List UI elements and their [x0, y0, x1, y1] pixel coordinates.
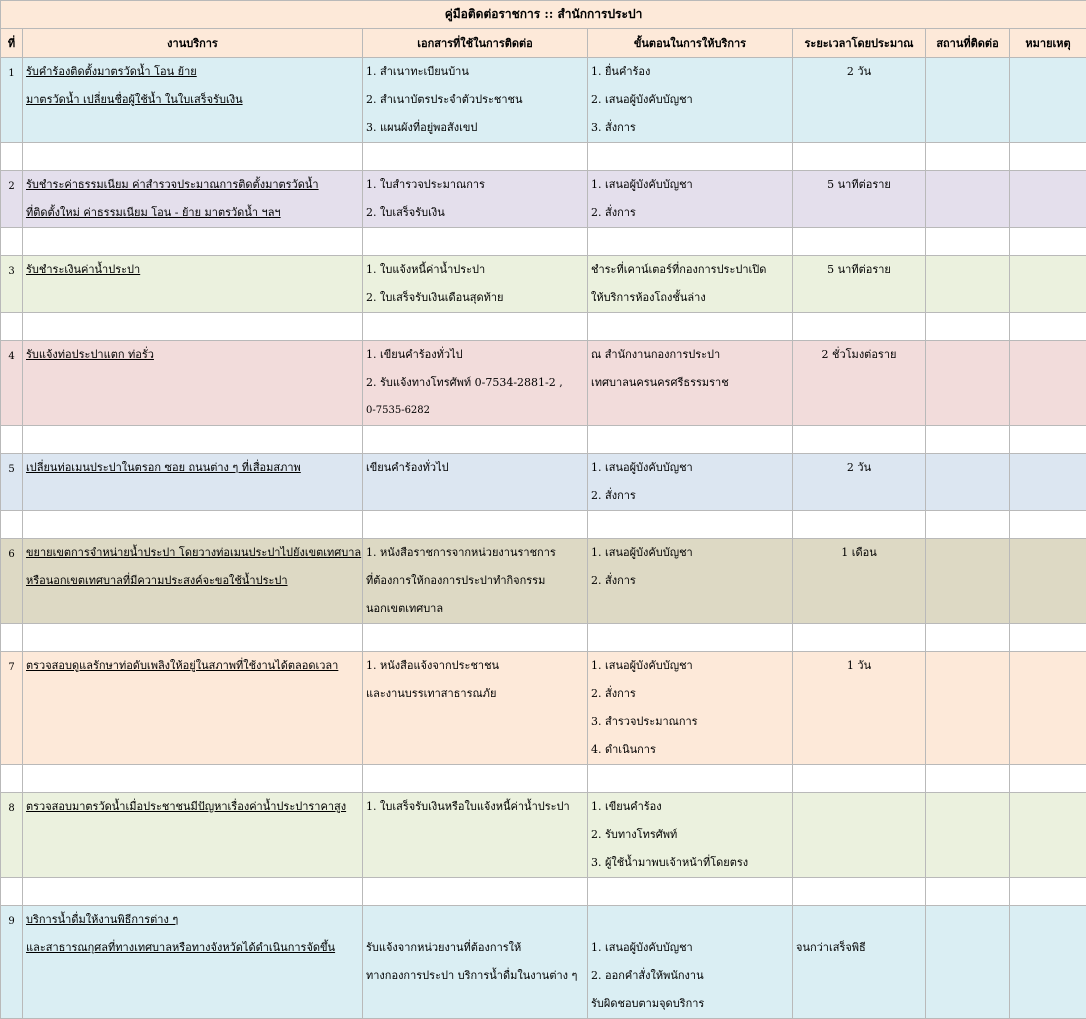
remark-cell	[1010, 171, 1086, 228]
service-link[interactable]	[23, 58, 363, 143]
steps-cell-line: 2. ออกคำสั่งให้พนักงาน	[588, 962, 792, 990]
service-link-line[interactable]: เปลี่ยนท่อเมนประปาในตรอก ซอย ถนนต่าง ๆ ที่เสื่อมสภาพ	[23, 454, 362, 482]
spacer-cell	[363, 143, 588, 171]
steps-cell-line: 1. ยื่นคำร้อง	[588, 58, 792, 86]
documents-cell	[363, 793, 588, 878]
steps-cell-line: 1. เสนอผู้บังคับบัญชา	[588, 652, 792, 680]
spacer-cell	[926, 228, 1010, 256]
duration-line: 2 วัน	[793, 454, 925, 482]
spacer-cell	[1010, 143, 1086, 171]
header-documents: เอกสารที่ใช้ในการติดต่อ	[363, 29, 588, 58]
spacer-cell	[588, 426, 793, 454]
documents-cell-line: ทางกองการประปา บริการน้ำดื่มในงานต่าง ๆ	[363, 962, 587, 990]
spacer-cell	[1010, 313, 1086, 341]
spacer-cell	[363, 624, 588, 652]
contact-cell	[926, 171, 1010, 228]
spacer-cell	[23, 878, 363, 906]
spacer-cell	[1010, 624, 1086, 652]
service-link-line[interactable]: ขยายเขตการจำหน่ายน้ำประปา โดยวางท่อเมนประปาไปยังเขตเทศบาล	[23, 539, 362, 567]
spacer-cell	[926, 511, 1010, 539]
spacer-row	[1, 426, 1086, 454]
contact-cell	[926, 539, 1010, 624]
steps-cell-line: 1. เสนอผู้บังคับบัญชา	[588, 934, 792, 962]
duration-line: 5 นาทีต่อราย	[793, 171, 925, 199]
spacer-cell	[1010, 228, 1086, 256]
service-link-line[interactable]: ที่ติดตั้งใหม่ ค่าธรรมเนียม โอน - ย้าย มาตรวัดน้ำ ฯลฯ	[23, 199, 362, 227]
duration-line	[793, 793, 925, 821]
table-row	[1, 793, 1086, 878]
duration-cell	[793, 539, 926, 624]
spacer-cell	[1, 511, 23, 539]
contact-cell	[926, 454, 1010, 511]
steps-cell-line: 1. เสนอผู้บังคับบัญชา	[588, 171, 792, 199]
steps-cell-line: เทศบาลนครนครศรีธรรมราช	[588, 369, 792, 397]
duration-line: 1 วัน	[793, 652, 925, 680]
remark-cell	[1010, 906, 1086, 1019]
duration-line	[793, 906, 925, 934]
contact-cell	[926, 793, 1010, 878]
spacer-cell	[793, 624, 926, 652]
header-service: งานบริการ	[23, 29, 363, 58]
header-steps: ขั้นตอนในการให้บริการ	[588, 29, 793, 58]
row-number: 9	[1, 906, 23, 1019]
service-link-line[interactable]: และสาธารณกุศลที่ทางเทศบาลหรือทางจังหวัดได้ดำเนินการจัดขึ้น	[23, 934, 362, 962]
row-number: 5	[1, 454, 23, 511]
documents-cell-line: เขียนคำร้องทั่วไป	[363, 454, 587, 482]
steps-cell	[588, 906, 793, 1019]
table-row	[1, 171, 1086, 228]
spacer-cell	[793, 878, 926, 906]
documents-cell	[363, 256, 588, 313]
documents-cell-line: 1. ใบแจ้งหนี้ค่าน้ำประปา	[363, 256, 587, 284]
spacer-cell	[926, 426, 1010, 454]
spacer-cell	[363, 426, 588, 454]
duration-line: จนกว่าเสร็จพิธี	[793, 934, 925, 962]
service-link[interactable]	[23, 906, 363, 1019]
row-number: 7	[1, 652, 23, 765]
spacer-cell	[363, 228, 588, 256]
spacer-cell	[363, 765, 588, 793]
service-link-line[interactable]: รับชำระค่าธรรมเนียม ค่าสำรวจประมาณการติดตั้งมาตรวัดน้ำ	[23, 171, 362, 199]
spacer-cell	[363, 313, 588, 341]
spacer-cell	[588, 765, 793, 793]
service-link-line[interactable]: รับชำระเงินค่าน้ำประปา	[23, 256, 362, 284]
spacer-cell	[588, 511, 793, 539]
spacer-cell	[1, 624, 23, 652]
steps-cell-line: ณ สำนักงานกองการประปา	[588, 341, 792, 369]
steps-cell-line: 1. เสนอผู้บังคับบัญชา	[588, 539, 792, 567]
documents-cell-line: 2. สำเนาบัตรประจำตัวประชาชน	[363, 86, 587, 114]
spacer-row	[1, 624, 1086, 652]
remark-cell	[1010, 652, 1086, 765]
remark-cell	[1010, 793, 1086, 878]
service-link[interactable]	[23, 171, 363, 228]
spacer-cell	[1010, 511, 1086, 539]
steps-cell-line: 3. ผู้ใช้น้ำมาพบเจ้าหน้าที่โดยตรง	[588, 849, 792, 877]
contact-cell	[926, 652, 1010, 765]
documents-cell-line: 2. ใบเสร็จรับเงินเดือนสุดท้าย	[363, 284, 587, 312]
steps-cell-line: 2. สั่งการ	[588, 482, 792, 510]
duration-line: 2 วัน	[793, 58, 925, 86]
service-link-line[interactable]: ตรวจสอบมาตรวัดน้ำเมื่อประชาชนมีปัญหาเรื่องค่าน้ำประปาราคาสูง	[23, 793, 362, 821]
spacer-cell	[793, 511, 926, 539]
duration-cell	[793, 906, 926, 1019]
steps-cell-line: 2. เสนอผู้บังคับบัญชา	[588, 86, 792, 114]
service-link[interactable]	[23, 652, 363, 765]
documents-cell-line: 1. ใบเสร็จรับเงินหรือใบแจ้งหนี้ค่าน้ำประปา	[363, 793, 587, 821]
spacer-cell	[23, 426, 363, 454]
page-title: คู่มือติดต่อราชการ :: สำนักการประปา	[1, 1, 1086, 29]
header-duration: ระยะเวลาโดยประมาณ	[793, 29, 926, 58]
steps-cell-line: ชำระที่เคาน์เตอร์ที่กองการประปาเปิด	[588, 256, 792, 284]
service-link-line[interactable]: รับแจ้งท่อประปาแตก ท่อรั่ว	[23, 341, 362, 369]
spacer-cell	[793, 313, 926, 341]
remark-cell	[1010, 341, 1086, 426]
documents-cell-line: 1. หนังสือราชการจากหน่วยงานราชการ	[363, 539, 587, 567]
remark-cell	[1010, 256, 1086, 313]
duration-cell	[793, 171, 926, 228]
service-link-line[interactable]: ตรวจสอบดูแลรักษาท่อดับเพลิงให้อยู่ในสภาพที่ใช้งานได้ตลอดเวลา	[23, 652, 362, 680]
steps-cell-line: 1. เขียนคำร้อง	[588, 793, 792, 821]
spacer-row	[1, 313, 1086, 341]
spacer-row	[1, 143, 1086, 171]
row-number: 8	[1, 793, 23, 878]
row-number: 2	[1, 171, 23, 228]
table-row	[1, 539, 1086, 624]
steps-cell	[588, 652, 793, 765]
spacer-cell	[1010, 765, 1086, 793]
service-link[interactable]	[23, 539, 363, 624]
service-link-line[interactable]: มาตรวัดน้ำ เปลี่ยนชื่อผู้ใช้น้ำ ในใบเสร็จรับเงิน	[23, 86, 362, 114]
remark-cell	[1010, 58, 1086, 143]
service-link[interactable]	[23, 454, 363, 511]
steps-cell-line: 2. สั่งการ	[588, 567, 792, 595]
documents-cell-line: รับแจ้งจากหน่วยงานที่ต้องการให้	[363, 934, 587, 962]
documents-cell	[363, 652, 588, 765]
duration-line: 5 นาทีต่อราย	[793, 256, 925, 284]
row-number: 1	[1, 58, 23, 143]
spacer-cell	[793, 765, 926, 793]
spacer-cell	[793, 228, 926, 256]
documents-cell	[363, 171, 588, 228]
spacer-cell	[363, 511, 588, 539]
documents-cell-line: 2. ใบเสร็จรับเงิน	[363, 199, 587, 227]
documents-cell-line: 1. หนังสือแจ้งจากประชาชน	[363, 652, 587, 680]
documents-cell-line: 3. แผนผังที่อยู่พอสังเขป	[363, 114, 587, 142]
contact-cell	[926, 58, 1010, 143]
row-number: 6	[1, 539, 23, 624]
duration-cell	[793, 793, 926, 878]
spacer-row	[1, 228, 1086, 256]
service-link-line[interactable]: หรือนอกเขตเทศบาลที่มีความประสงค์จะขอใช้น้ำประปา	[23, 567, 362, 595]
spacer-row	[1, 511, 1086, 539]
spacer-cell	[926, 624, 1010, 652]
spacer-cell	[23, 228, 363, 256]
spacer-cell	[588, 624, 793, 652]
spacer-cell	[23, 624, 363, 652]
spacer-cell	[793, 426, 926, 454]
spacer-cell	[588, 228, 793, 256]
contact-cell	[926, 906, 1010, 1019]
duration-line: 1 เดือน	[793, 539, 925, 567]
documents-cell	[363, 454, 588, 511]
duration-cell	[793, 341, 926, 426]
service-link[interactable]	[23, 341, 363, 426]
table-row	[1, 652, 1086, 765]
table-row	[1, 256, 1086, 313]
steps-cell-line: 3. สำรวจประมาณการ	[588, 708, 792, 736]
duration-cell	[793, 652, 926, 765]
documents-cell-line: และงานบรรเทาสาธารณภัย	[363, 680, 587, 708]
spacer-cell	[1, 143, 23, 171]
contact-cell	[926, 256, 1010, 313]
steps-cell-line: 4. ดำเนินการ	[588, 736, 792, 764]
duration-cell	[793, 58, 926, 143]
duration-line: 2 ชั่วโมงต่อราย	[793, 341, 925, 369]
documents-cell-line	[363, 906, 587, 934]
spacer-cell	[793, 143, 926, 171]
documents-cell	[363, 539, 588, 624]
service-link-line[interactable]: บริการน้ำดื่มให้งานพิธีการต่าง ๆ	[23, 906, 362, 934]
documents-cell-line: ที่ต้องการให้กองการประปาทำกิจกรรม	[363, 567, 587, 595]
spacer-cell	[1, 228, 23, 256]
steps-cell	[588, 171, 793, 228]
duration-cell	[793, 454, 926, 511]
steps-cell	[588, 793, 793, 878]
row-number: 3	[1, 256, 23, 313]
spacer-cell	[926, 143, 1010, 171]
spacer-cell	[1, 313, 23, 341]
spacer-cell	[588, 143, 793, 171]
documents-cell-line: 0-7535-6282	[363, 397, 587, 425]
table-row	[1, 906, 1086, 1019]
steps-cell	[588, 58, 793, 143]
steps-cell-line: 2. รับทางโทรศัพท์	[588, 821, 792, 849]
spacer-row	[1, 878, 1086, 906]
spacer-cell	[23, 313, 363, 341]
spacer-cell	[926, 765, 1010, 793]
steps-cell-line: 2. สั่งการ	[588, 199, 792, 227]
spacer-cell	[588, 313, 793, 341]
spacer-row	[1, 765, 1086, 793]
steps-cell-line: 2. สั่งการ	[588, 680, 792, 708]
documents-cell-line: 1. เขียนคำร้องทั่วไป	[363, 341, 587, 369]
table-row	[1, 454, 1086, 511]
spacer-cell	[23, 511, 363, 539]
spacer-cell	[588, 878, 793, 906]
steps-cell	[588, 539, 793, 624]
documents-cell	[363, 341, 588, 426]
service-link[interactable]	[23, 793, 363, 878]
duration-cell	[793, 256, 926, 313]
spacer-cell	[1010, 426, 1086, 454]
remark-cell	[1010, 454, 1086, 511]
spacer-cell	[926, 313, 1010, 341]
row-number: 4	[1, 341, 23, 426]
steps-cell-line: 1. เสนอผู้บังคับบัญชา	[588, 454, 792, 482]
steps-cell	[588, 341, 793, 426]
steps-cell	[588, 454, 793, 511]
documents-cell	[363, 58, 588, 143]
spacer-cell	[926, 878, 1010, 906]
steps-cell	[588, 256, 793, 313]
spacer-cell	[363, 878, 588, 906]
steps-cell-line: รับผิดชอบตามจุดบริการ	[588, 990, 792, 1018]
spacer-cell	[23, 143, 363, 171]
spacer-cell	[1010, 878, 1086, 906]
spacer-cell	[23, 765, 363, 793]
table-row	[1, 58, 1086, 143]
documents-cell-line: 1. สำเนาทะเบียนบ้าน	[363, 58, 587, 86]
contact-cell	[926, 341, 1010, 426]
spacer-cell	[1, 878, 23, 906]
steps-cell-line	[588, 906, 792, 934]
service-link-line[interactable]: รับคำร้องติดตั้งมาตรวัดน้ำ โอน ย้าย	[23, 58, 362, 86]
documents-cell-line: 1. ใบสำรวจประมาณการ	[363, 171, 587, 199]
documents-cell-line: นอกเขตเทศบาล	[363, 595, 587, 623]
spacer-cell	[1, 426, 23, 454]
documents-cell-line: 2. รับแจ้งทางโทรศัพท์ 0-7534-2881-2 ,	[363, 369, 587, 397]
steps-cell-line: ให้บริการห้องโถงชั้นล่าง	[588, 284, 792, 312]
table-row	[1, 341, 1086, 426]
steps-cell-line: 3. สั่งการ	[588, 114, 792, 142]
header-no: ที่	[1, 29, 23, 58]
header-remark: หมายเหตุ	[1010, 29, 1086, 58]
remark-cell	[1010, 539, 1086, 624]
header-contact: สถานที่ติดต่อ	[926, 29, 1010, 58]
documents-cell	[363, 906, 588, 1019]
spacer-cell	[1, 765, 23, 793]
service-link[interactable]	[23, 256, 363, 313]
